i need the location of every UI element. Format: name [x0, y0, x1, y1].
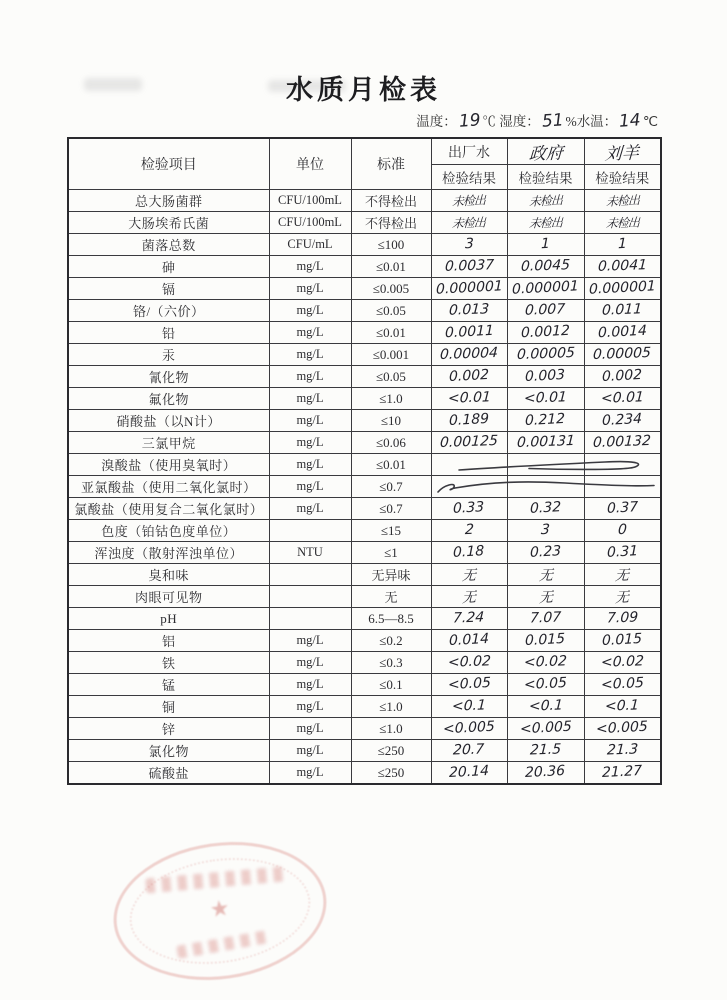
result-cell — [584, 256, 661, 278]
unit-cell: mg/L — [269, 476, 351, 498]
result-cell — [584, 762, 661, 785]
item-cell: 肉眼可见物 — [68, 586, 269, 608]
unit-cell — [269, 608, 351, 630]
handwritten-result-value: 0.31 — [606, 543, 638, 561]
result-cell — [507, 718, 584, 740]
handwritten-result-value: 无 — [538, 567, 553, 584]
standard-cell: ≤0.01 — [351, 322, 431, 344]
handwritten-result-value: <0.005 — [596, 718, 649, 738]
handwritten-result-value: 0.00131 — [516, 432, 575, 452]
result-cell — [431, 454, 507, 476]
item-cell: 镉 — [68, 278, 269, 300]
handwritten-result-value: 0.00125 — [439, 432, 499, 452]
handwritten-result-value: 0 — [617, 521, 628, 539]
item-cell: 铅 — [68, 322, 269, 344]
table-row — [68, 344, 661, 366]
standard-cell: ≤250 — [351, 762, 431, 785]
handwritten-result-value: <0.02 — [523, 653, 568, 671]
result-cell — [584, 234, 661, 256]
handwritten-result-value: 无 — [461, 567, 477, 584]
handwritten-result-value: 未检出 — [452, 192, 486, 209]
result-cell — [584, 542, 661, 564]
handwritten-result-value: 未检出 — [605, 214, 640, 231]
result-cell — [507, 564, 584, 586]
result-cell — [431, 696, 507, 718]
item-cell: 氰化物 — [68, 366, 269, 388]
handwritten-result-value: <0.02 — [600, 653, 645, 671]
result-cell — [584, 454, 661, 476]
result-cell — [507, 762, 584, 785]
result-cell — [431, 300, 507, 322]
standard-cell: ≤1.0 — [351, 696, 431, 718]
unit-cell: CFU/100mL — [269, 190, 351, 212]
item-cell: 三氯甲烷 — [68, 432, 269, 454]
result-cell — [507, 674, 584, 696]
inspection-table — [67, 137, 662, 785]
result-cell — [431, 410, 507, 432]
handwritten-result-value: 0.0041 — [597, 257, 648, 275]
unit-cell — [269, 520, 351, 542]
table-row — [68, 388, 661, 410]
handwritten-result-value: 0.212 — [525, 410, 566, 430]
result-cell — [431, 322, 507, 344]
result-cell — [584, 366, 661, 388]
standard-cell: ≤10 — [351, 410, 431, 432]
result-cell — [507, 432, 584, 454]
handwritten-result-value: <0.1 — [604, 697, 640, 715]
temperature-value: 19 — [458, 110, 482, 132]
table-row — [68, 608, 661, 630]
result-cell — [584, 190, 661, 212]
result-cell — [507, 476, 584, 498]
unit-cell: mg/L — [269, 696, 351, 718]
handwritten-result-value: 20.14 — [448, 762, 490, 782]
handwritten-result-value: 7.09 — [606, 609, 639, 627]
result-cell — [431, 476, 507, 498]
item-cell: 铬/（六价） — [68, 300, 269, 322]
col-header-unit: 单位 — [269, 138, 351, 190]
table-row — [68, 278, 661, 300]
item-cell: pH — [68, 608, 269, 630]
red-oval-stamp — [105, 829, 336, 993]
handwritten-result-value: 未检出 — [529, 192, 562, 209]
result-cell — [507, 696, 584, 718]
table-row — [68, 256, 661, 278]
result-cell — [584, 388, 661, 410]
result-cell — [431, 388, 507, 410]
result-cell — [507, 586, 584, 608]
handwritten-result-value: 0.002 — [602, 366, 643, 386]
result-cell — [431, 234, 507, 256]
handwritten-result-value: 0.015 — [525, 630, 566, 650]
result-cell — [507, 190, 584, 212]
handwritten-result-value: 21.27 — [602, 762, 643, 782]
result-cell — [584, 278, 661, 300]
handwritten-result-value: 3 — [540, 521, 551, 539]
unit-cell: mg/L — [269, 322, 351, 344]
table-row — [68, 454, 661, 476]
table-row — [68, 300, 661, 322]
handwritten-result-value: 0.189 — [448, 410, 490, 430]
handwritten-result-value: <0.05 — [600, 674, 644, 694]
item-cell: 铝 — [68, 630, 269, 652]
table-row — [68, 432, 661, 454]
unit-cell: mg/L — [269, 630, 351, 652]
handwritten-result-value: 0.00132 — [592, 432, 652, 452]
standard-cell: ≤0.06 — [351, 432, 431, 454]
result-cell — [431, 256, 507, 278]
table-row — [68, 586, 661, 608]
standard-cell: ≤0.7 — [351, 498, 431, 520]
standard-cell: ≤0.1 — [351, 674, 431, 696]
handwritten-result-value: <0.01 — [523, 389, 568, 407]
handwritten-result-value: 0.013 — [448, 301, 490, 319]
col-header-result-3: 检验结果 — [584, 165, 661, 190]
result-cell — [584, 718, 661, 740]
col-header-sample-factory — [431, 138, 507, 165]
item-cell: 砷 — [68, 256, 269, 278]
result-cell — [584, 410, 661, 432]
standard-cell: 无异味 — [351, 564, 431, 586]
result-cell — [507, 234, 584, 256]
unit-cell: mg/L — [269, 432, 351, 454]
unit-cell: NTU — [269, 542, 351, 564]
result-cell — [431, 762, 507, 785]
item-cell: 大肠埃希氏菌 — [68, 212, 269, 234]
water-temp-label: 水温： — [576, 114, 618, 129]
item-cell: 锰 — [68, 674, 269, 696]
item-cell: 亚氯酸盐（使用二氧化氯时） — [68, 476, 269, 498]
handwritten-result-value: 0.007 — [525, 301, 566, 319]
handwritten-result-value: 0.000001 — [435, 278, 503, 298]
col-header-sample-zhengfu — [507, 138, 584, 165]
handwritten-result-value: 7.07 — [529, 609, 562, 627]
handwritten-result-value: <0.05 — [447, 674, 491, 694]
handwritten-result-value: 未检出 — [452, 214, 486, 231]
handwritten-result-value: 0.014 — [448, 630, 490, 650]
handwritten-result-value: 0.00005 — [516, 344, 575, 364]
result-cell — [507, 520, 584, 542]
table-row — [68, 718, 661, 740]
result-cell — [584, 498, 661, 520]
handwritten-result-value: 0.0014 — [597, 322, 647, 342]
result-cell — [431, 520, 507, 542]
handwritten-result-value: 3 — [464, 235, 474, 253]
item-cell: 氯化物 — [68, 740, 269, 762]
result-cell — [431, 542, 507, 564]
standard-cell: ≤0.01 — [351, 256, 431, 278]
table-row — [68, 322, 661, 344]
handwritten-result-value: 21.5 — [529, 741, 562, 759]
item-cell: 硝酸盐（以N计） — [68, 410, 269, 432]
result-cell — [431, 498, 507, 520]
handwritten-result-value: 无 — [615, 589, 630, 606]
col-header-sample-liuyang — [584, 138, 661, 165]
result-cell — [507, 652, 584, 674]
handwritten-result-value: <0.01 — [447, 389, 491, 407]
handwritten-result-value: <0.02 — [447, 653, 491, 671]
handwritten-result-value: <0.01 — [600, 389, 645, 407]
sample-factory-label: 出厂水 — [448, 145, 490, 161]
col-header-result-1: 检验结果 — [431, 165, 507, 190]
result-cell — [431, 674, 507, 696]
unit-cell: mg/L — [269, 410, 351, 432]
result-cell — [431, 344, 507, 366]
result-cell — [431, 586, 507, 608]
handwritten-result-value: 0.234 — [602, 410, 643, 430]
standard-cell: ≤0.3 — [351, 652, 431, 674]
standard-cell: ≤100 — [351, 234, 431, 256]
unit-cell: mg/L — [269, 300, 351, 322]
unit-cell: CFU/100mL — [269, 212, 351, 234]
temperature-label: 温度： — [416, 114, 457, 129]
result-cell — [584, 476, 661, 498]
result-cell — [584, 564, 661, 586]
handwritten-result-value: 无 — [462, 589, 476, 606]
handwritten-result-value: <0.005 — [519, 718, 572, 738]
results-tbody — [68, 190, 661, 785]
handwritten-result-value: 21.3 — [606, 741, 639, 759]
unit-cell: mg/L — [269, 454, 351, 476]
handwritten-result-value: 无 — [538, 589, 553, 606]
table-row — [68, 696, 661, 718]
standard-cell: ≤250 — [351, 740, 431, 762]
unit-cell: mg/L — [269, 388, 351, 410]
standard-cell: 不得检出 — [351, 190, 431, 212]
handwritten-result-value: 2 — [464, 521, 474, 539]
table-row — [68, 190, 661, 212]
item-cell: 汞 — [68, 344, 269, 366]
table-row — [68, 366, 661, 388]
handwritten-result-value: 0.23 — [529, 543, 562, 561]
table-row — [68, 674, 661, 696]
unit-cell — [269, 564, 351, 586]
handwritten-result-value: 0.0011 — [444, 322, 494, 342]
result-cell — [584, 630, 661, 652]
temperature-unit: ℃ — [482, 114, 496, 129]
handwritten-result-value: 0.003 — [525, 366, 566, 386]
unit-cell: mg/L — [269, 652, 351, 674]
item-cell: 浑浊度（散射浑浊单位） — [68, 542, 269, 564]
result-cell — [584, 674, 661, 696]
table-row — [68, 234, 661, 256]
handwritten-result-value: 0.33 — [453, 499, 485, 517]
result-cell — [507, 498, 584, 520]
result-cell — [507, 322, 584, 344]
unit-cell: mg/L — [269, 498, 351, 520]
page-title: 水质月检表 — [286, 75, 441, 105]
result-cell — [431, 564, 507, 586]
result-cell — [431, 630, 507, 652]
star-icon: ★ — [208, 896, 232, 924]
result-cell — [584, 344, 661, 366]
table-row — [68, 630, 661, 652]
item-cell: 氟化物 — [68, 388, 269, 410]
result-cell — [507, 366, 584, 388]
result-cell — [507, 278, 584, 300]
item-cell: 铁 — [68, 652, 269, 674]
table-row — [68, 498, 661, 520]
table-row — [68, 410, 661, 432]
humidity-label: 湿度： — [499, 114, 540, 129]
result-cell — [507, 630, 584, 652]
result-cell — [584, 300, 661, 322]
table-row — [68, 762, 661, 785]
water-temp-value: 14 — [618, 110, 642, 132]
handwritten-result-value: <0.005 — [443, 718, 495, 738]
table-row — [68, 542, 661, 564]
standard-cell: ≤0.01 — [351, 454, 431, 476]
unit-cell — [269, 586, 351, 608]
standard-cell: ≤15 — [351, 520, 431, 542]
handwritten-result-value: 0.0037 — [444, 257, 494, 275]
result-cell — [431, 652, 507, 674]
standard-cell: 不得检出 — [351, 212, 431, 234]
handwritten-result-value: 0.011 — [601, 301, 643, 319]
result-cell — [584, 608, 661, 630]
environment-readings — [67, 110, 658, 131]
result-cell — [507, 388, 584, 410]
handwritten-result-value: 0.00005 — [592, 344, 652, 364]
handwritten-result-value: 未检出 — [605, 192, 639, 209]
result-cell — [507, 300, 584, 322]
result-cell — [431, 366, 507, 388]
result-cell — [584, 432, 661, 454]
item-cell: 锌 — [68, 718, 269, 740]
handwritten-result-value: 0.00004 — [439, 344, 499, 364]
unit-cell: CFU/mL — [269, 234, 351, 256]
handwritten-result-value: <0.05 — [524, 674, 567, 694]
sample-liuyang-label: 刘羊 — [604, 143, 640, 165]
table-row — [68, 212, 661, 234]
humidity-unit: % — [565, 114, 577, 129]
handwritten-result-value: 0.0012 — [521, 322, 570, 342]
item-cell: 臭和味 — [68, 564, 269, 586]
handwritten-result-value: 1 — [617, 235, 627, 253]
unit-cell: mg/L — [269, 674, 351, 696]
result-cell — [431, 190, 507, 212]
standard-cell: 6.5—8.5 — [351, 608, 431, 630]
handwritten-result-value: 0.18 — [453, 543, 485, 561]
sample-zhengfu-label: 政府 — [527, 143, 563, 165]
handwritten-result-value: <0.1 — [451, 697, 487, 715]
item-cell: 氯酸盐（使用复合二氧化氯时） — [68, 498, 269, 520]
handwritten-result-value: 未检出 — [528, 214, 563, 231]
result-cell — [507, 212, 584, 234]
unit-cell: mg/L — [269, 344, 351, 366]
water-temp-unit: ℃ — [642, 114, 658, 129]
item-cell: 硫酸盐 — [68, 762, 269, 785]
standard-cell: ≤1 — [351, 542, 431, 564]
col-header-item: 检验项目 — [68, 138, 269, 190]
result-cell — [584, 212, 661, 234]
handwritten-result-value: 0.0045 — [520, 257, 571, 275]
handwritten-result-value: 0.32 — [529, 499, 562, 517]
unit-cell: mg/L — [269, 278, 351, 300]
item-cell: 色度（铂钴色度单位） — [68, 520, 269, 542]
handwritten-result-value: 0.002 — [448, 366, 490, 386]
result-cell — [507, 740, 584, 762]
standard-cell: 无 — [351, 586, 431, 608]
result-cell — [507, 542, 584, 564]
result-cell — [431, 278, 507, 300]
handwritten-result-value: 0.000001 — [588, 278, 656, 298]
standard-cell: ≤0.05 — [351, 366, 431, 388]
result-cell — [507, 344, 584, 366]
result-cell — [507, 410, 584, 432]
handwritten-result-value: <0.1 — [528, 697, 563, 715]
handwritten-result-value: 20.36 — [525, 762, 566, 782]
result-cell — [431, 608, 507, 630]
standard-cell: ≤0.7 — [351, 476, 431, 498]
table-row — [68, 652, 661, 674]
result-cell — [431, 212, 507, 234]
humidity-value: 51 — [541, 110, 565, 132]
unit-cell: mg/L — [269, 740, 351, 762]
handwritten-result-value: 无 — [614, 567, 630, 584]
table-row — [68, 740, 661, 762]
standard-cell: ≤0.005 — [351, 278, 431, 300]
unit-cell: mg/L — [269, 762, 351, 785]
result-cell — [431, 432, 507, 454]
result-cell — [431, 718, 507, 740]
col-header-result-2: 检验结果 — [507, 165, 584, 190]
handwritten-result-value: 7.24 — [452, 609, 485, 627]
handwritten-result-value: 0.015 — [602, 630, 643, 650]
result-cell — [584, 652, 661, 674]
handwritten-result-value: 0.000001 — [512, 278, 579, 298]
standard-cell: ≤1.0 — [351, 388, 431, 410]
standard-cell: ≤0.2 — [351, 630, 431, 652]
result-cell — [584, 740, 661, 762]
standard-cell: ≤0.05 — [351, 300, 431, 322]
table-row — [68, 476, 661, 498]
table-row — [68, 564, 661, 586]
result-cell — [584, 322, 661, 344]
item-cell: 总大肠菌群 — [68, 190, 269, 212]
result-cell — [507, 256, 584, 278]
unit-cell: mg/L — [269, 366, 351, 388]
result-cell — [584, 520, 661, 542]
item-cell: 铜 — [68, 696, 269, 718]
result-cell — [584, 696, 661, 718]
result-cell — [584, 586, 661, 608]
handwritten-result-value: 20.7 — [452, 741, 485, 759]
item-cell: 菌落总数 — [68, 234, 269, 256]
item-cell: 溴酸盐（使用臭氧时） — [68, 454, 269, 476]
result-cell — [507, 608, 584, 630]
handwritten-result-value: 1 — [541, 235, 550, 253]
result-cell — [431, 740, 507, 762]
result-cell — [507, 454, 584, 476]
unit-cell: mg/L — [269, 256, 351, 278]
standard-cell: ≤0.001 — [351, 344, 431, 366]
standard-cell: ≤1.0 — [351, 718, 431, 740]
table-row — [68, 520, 661, 542]
handwritten-result-value: 0.37 — [606, 499, 638, 517]
col-header-standard: 标准 — [351, 138, 431, 190]
unit-cell: mg/L — [269, 718, 351, 740]
